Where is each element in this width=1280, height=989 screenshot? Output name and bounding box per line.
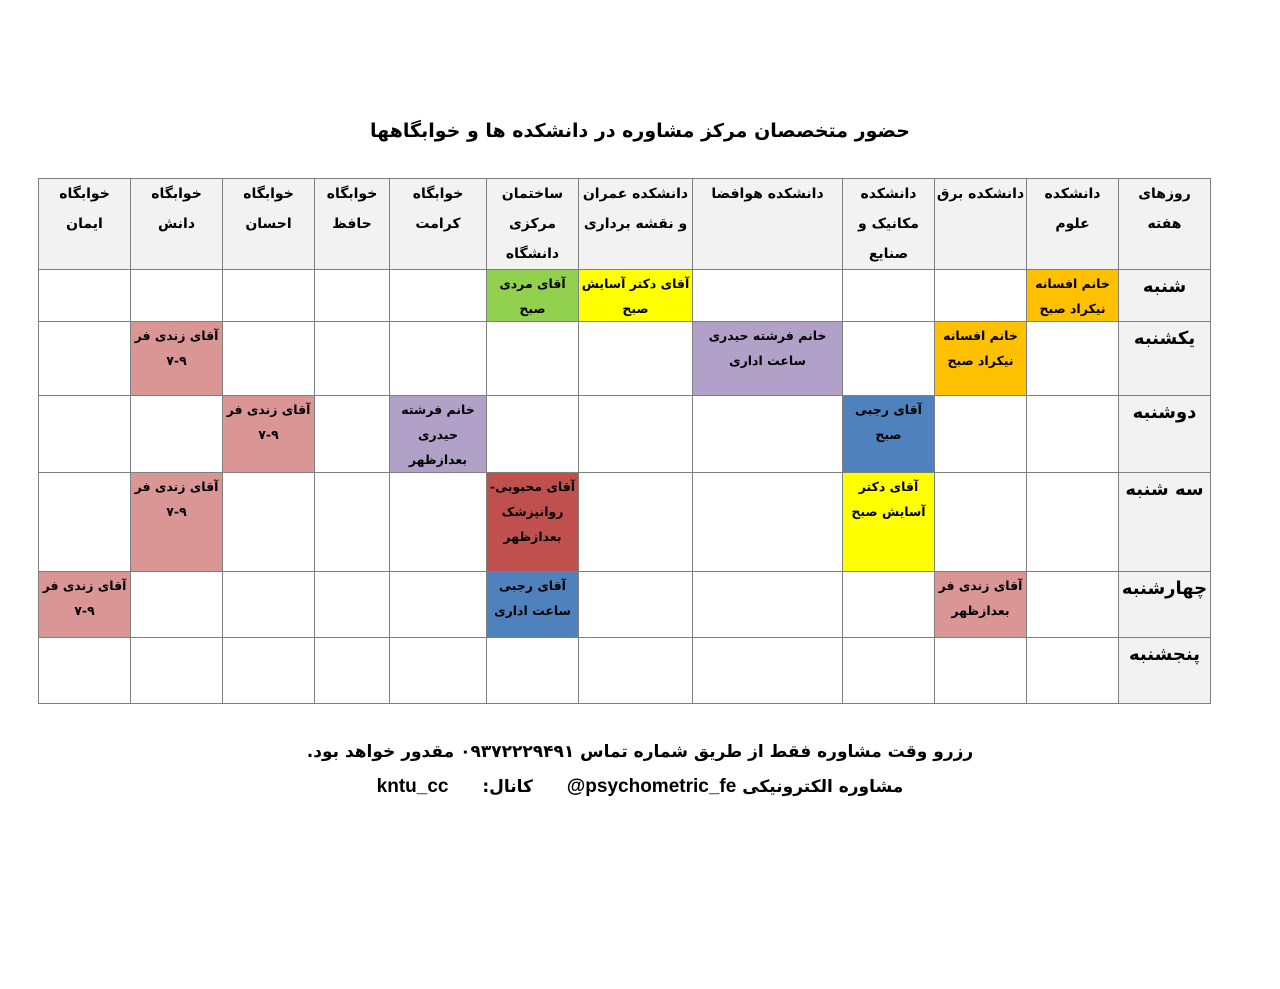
column-header: دانشکده علوم — [1027, 179, 1119, 270]
online-counseling-label: مشاوره الکترونیکی — [742, 777, 904, 797]
schedule-cell: آقای دکتر آسایش صبح — [579, 270, 693, 322]
schedule-cell — [579, 396, 693, 473]
day-cell: سه شنبه — [1119, 473, 1211, 572]
table-row — [39, 572, 1211, 638]
schedule-cell — [390, 322, 487, 396]
column-header: دانشکده مکانیک و صنایع — [843, 179, 935, 270]
schedule-cell — [487, 322, 579, 396]
schedule-cell — [1027, 473, 1119, 572]
schedule-cell — [693, 396, 843, 473]
column-header: روزهای هفته — [1119, 179, 1211, 270]
schedule-cell: آقای زندی فر بعدازظهر — [935, 572, 1027, 638]
schedule-cell — [390, 473, 487, 572]
day-cell: دوشنبه — [1119, 396, 1211, 473]
schedule-cell — [843, 572, 935, 638]
schedule-cell — [223, 270, 315, 322]
schedule-cell — [39, 270, 131, 322]
column-header: دانشکده هوافضا — [693, 179, 843, 270]
day-cell: شنبه — [1119, 270, 1211, 322]
schedule-cell — [223, 638, 315, 704]
schedule-cell — [390, 572, 487, 638]
table-row — [39, 473, 1211, 572]
column-header: خوابگاه احسان — [223, 179, 315, 270]
header-row — [39, 179, 1211, 270]
schedule-cell — [1027, 638, 1119, 704]
schedule-cell — [390, 638, 487, 704]
schedule-cell — [39, 473, 131, 572]
schedule-cell — [131, 396, 223, 473]
schedule-cell — [1027, 572, 1119, 638]
schedule-cell — [39, 396, 131, 473]
schedule-cell — [935, 270, 1027, 322]
schedule-cell — [223, 572, 315, 638]
column-header: خوابگاه دانش — [131, 179, 223, 270]
table-row — [39, 270, 1211, 322]
schedule-cell — [693, 638, 843, 704]
schedule-cell: خانم فرشته حیدری بعدازظهر — [390, 396, 487, 473]
channel-handle[interactable]: kntu_cc — [376, 776, 449, 797]
schedule-cell: آقای زندی فر ۹-۷ — [223, 396, 315, 473]
schedule-cell — [935, 638, 1027, 704]
schedule-cell: آقای زندی فر ۹-۷ — [131, 322, 223, 396]
schedule-cell — [315, 270, 390, 322]
channel-label: کانال: — [482, 777, 533, 797]
schedule-cell: آقای زندی فر ۹-۷ — [39, 572, 131, 638]
schedule-cell — [315, 572, 390, 638]
table-row — [39, 322, 1211, 396]
schedule-cell: خانم فرشته حیدری ساعت اداری — [693, 322, 843, 396]
schedule-cell — [487, 396, 579, 473]
schedule-cell — [315, 396, 390, 473]
schedule-cell: آقای محبوبی- روانپزشک بعدازظهر — [487, 473, 579, 572]
schedule-cell — [131, 572, 223, 638]
schedule-cell: خانم افسانه نیکراد صبح — [1027, 270, 1119, 322]
column-header: دانشکده برق — [935, 179, 1027, 270]
column-header: خوابگاه حافظ — [315, 179, 390, 270]
schedule-cell — [131, 270, 223, 322]
schedule-cell: آقای رجبی ساعت اداری — [487, 572, 579, 638]
schedule-cell — [39, 322, 131, 396]
schedule-cell — [39, 638, 131, 704]
schedule-cell — [1027, 396, 1119, 473]
schedule-cell — [579, 638, 693, 704]
table-row — [39, 396, 1211, 473]
contact-line — [0, 776, 1280, 798]
day-cell: پنجشنبه — [1119, 638, 1211, 704]
schedule-cell — [843, 270, 935, 322]
schedule-cell: آقای رجبی صبح — [843, 396, 935, 473]
schedule-cell — [579, 473, 693, 572]
schedule-cell — [315, 638, 390, 704]
column-header: دانشکده عمران و نقشه برداری — [579, 179, 693, 270]
reservation-note: رزرو وقت مشاوره فقط از طریق شماره تماس ۰۹۳۷۲۲۲۹۴۹۱ مقدور خواهد بود. — [306, 742, 974, 762]
schedule-cell — [487, 638, 579, 704]
column-header: خوابگاه ایمان — [39, 179, 131, 270]
schedule-cell: آقای دکتر آسایش صبح — [843, 473, 935, 572]
schedule-cell — [390, 270, 487, 322]
page-title: حضور متخصصان مرکز مشاوره در دانشکده ها و خوابگاهها — [370, 120, 910, 142]
column-header: خوابگاه کرامت — [390, 179, 487, 270]
psychometric-handle[interactable]: @psychometric_fe — [566, 776, 737, 797]
schedule-cell — [843, 638, 935, 704]
schedule-cell — [693, 572, 843, 638]
schedule-cell — [579, 322, 693, 396]
schedule-cell — [693, 473, 843, 572]
schedule-cell — [131, 638, 223, 704]
schedule-cell — [315, 473, 390, 572]
schedule-table — [38, 178, 1211, 704]
column-header: ساختمان مرکزی دانشگاه — [487, 179, 579, 270]
schedule-cell — [1027, 322, 1119, 396]
schedule-cell — [223, 322, 315, 396]
schedule-cell: خانم افسانه نیکراد صبح — [935, 322, 1027, 396]
schedule-cell — [315, 322, 390, 396]
table-row — [39, 638, 1211, 704]
schedule-cell — [935, 473, 1027, 572]
day-cell: چهارشنبه — [1119, 572, 1211, 638]
schedule-cell — [693, 270, 843, 322]
day-cell: یکشنبه — [1119, 322, 1211, 396]
schedule-cell — [223, 473, 315, 572]
schedule-cell — [579, 572, 693, 638]
schedule-cell: آقای زندی فر ۹-۷ — [131, 473, 223, 572]
schedule-cell: آقای مردی صبح — [487, 270, 579, 322]
schedule-cell — [935, 396, 1027, 473]
schedule-cell — [843, 322, 935, 396]
